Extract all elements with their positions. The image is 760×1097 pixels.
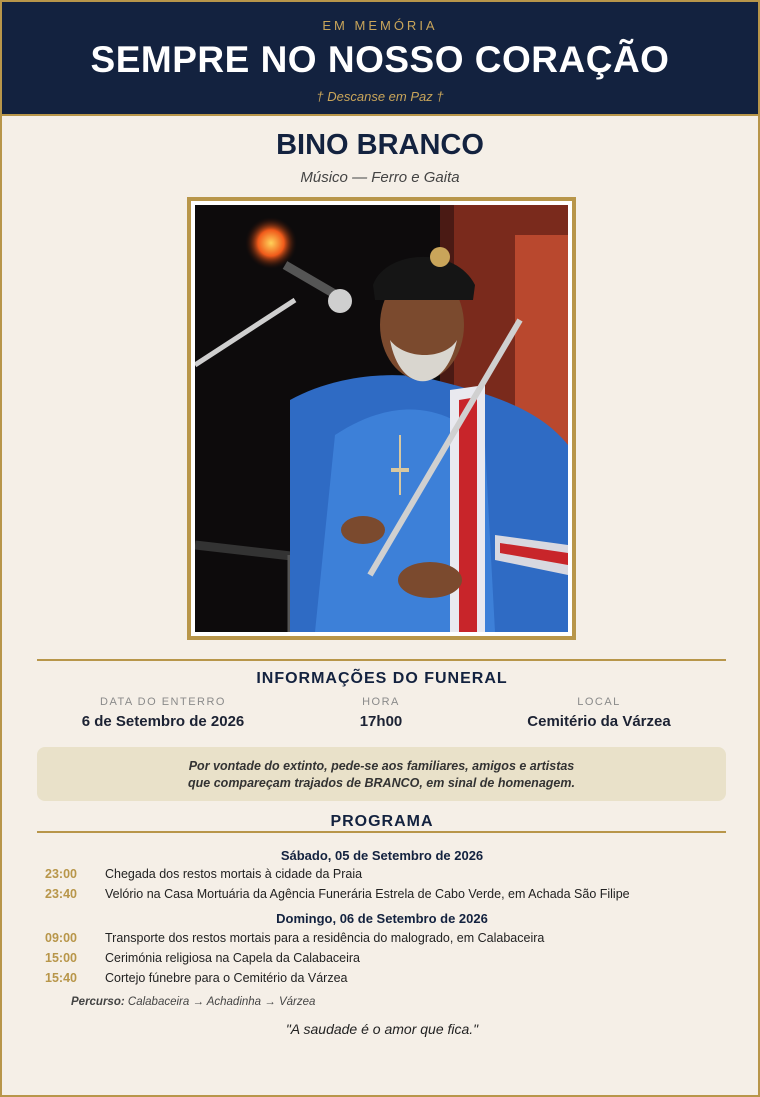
date-label: DATA DO ENTERRO xyxy=(100,696,226,708)
schedule-time: 23:00 xyxy=(45,867,77,881)
funeral-date xyxy=(43,696,283,730)
dress-code-notice xyxy=(37,747,726,801)
schedule-row xyxy=(45,951,360,965)
place-value: Cemitério da Várzea xyxy=(527,713,671,730)
person-name: BINO BRANCO xyxy=(276,129,484,161)
notice-line-1: Por vontade do extinto, pede-se aos familiares, amigos e artistas xyxy=(188,759,575,773)
schedule-time: 23:40 xyxy=(45,887,77,901)
banner-headline: SEMPRE NO NOSSO CORAÇÃO xyxy=(90,39,670,80)
day-title-saturday: Sábado, 05 de Setembro de 2026 xyxy=(280,848,484,863)
schedule-time: 15:40 xyxy=(45,971,77,985)
date-value: 6 de Setembro de 2026 xyxy=(81,713,245,730)
banner-rip: † Descanse em Paz † xyxy=(316,89,444,104)
route-label: Percurso: xyxy=(71,996,125,1008)
funeral-place xyxy=(479,696,719,730)
notice-line-2: que compareçam trajados de BRANCO, em sinal de homenagem. xyxy=(188,776,575,790)
schedule-row xyxy=(45,971,348,985)
time-label: HORA xyxy=(362,696,400,708)
schedule-time: 15:00 xyxy=(45,951,77,965)
procession-route xyxy=(71,996,315,1008)
person-role: Músico — Ferro e Gaita xyxy=(300,169,460,186)
schedule-text: Transporte dos restos mortais para a residência do malogrado, em Calabaceira xyxy=(105,931,545,945)
funeral-title: INFORMAÇÕES DO FUNERAL xyxy=(256,670,508,687)
closing-quote: "A saudade é o amor que fica." xyxy=(285,1021,479,1037)
schedule-text: Velório na Casa Mortuária da Agência Funerária Estrela de Cabo Verde, em Achada São Filipe xyxy=(105,887,630,901)
funeral-top-rule xyxy=(37,659,726,661)
schedule-row xyxy=(45,887,630,901)
day-title-sunday: Domingo, 06 de Setembro de 2026 xyxy=(276,911,488,926)
banner-kicker: EM MEMÓRIA xyxy=(322,18,438,33)
route-value: Calabaceira → Achadinha → Várzea xyxy=(127,996,316,1008)
programa-rule xyxy=(37,831,726,833)
place-label: LOCAL xyxy=(577,696,621,708)
portrait-frame xyxy=(187,197,576,640)
schedule-row xyxy=(45,931,544,945)
schedule-text: Chegada dos restos mortais à cidade da Praia xyxy=(105,867,363,881)
portrait-photo xyxy=(195,205,568,632)
programa-title: PROGRAMA xyxy=(330,813,434,830)
time-value: 17h00 xyxy=(359,713,403,730)
schedule-row xyxy=(45,867,362,881)
funeral-time xyxy=(261,696,501,730)
schedule-text: Cerimónia religiosa na Capela da Calabaceira xyxy=(105,951,361,965)
header-banner xyxy=(2,2,758,116)
schedule-text: Cortejo fúnebre para o Cemitério da Várzea xyxy=(105,971,348,985)
schedule-time: 09:00 xyxy=(45,931,77,945)
